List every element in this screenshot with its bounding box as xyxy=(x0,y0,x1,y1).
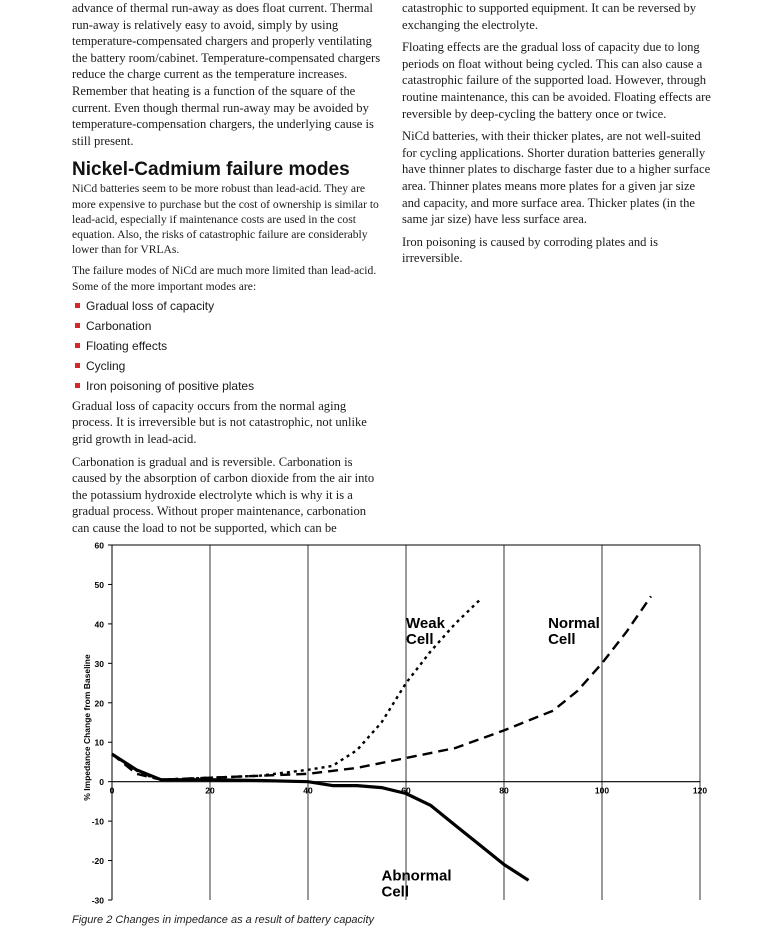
x-tick-label: 40 xyxy=(303,785,313,796)
bullet-icon xyxy=(75,303,80,308)
nicd-paragraph-1: NiCd batteries seem to be more robust than lead-acid. They are more expensive to purchase but the cost of ownership is similar to lead-acid, especially if maintenance costs are used in the cost equation. Also, the risks of catastrophic failure are considerably lower than for VRLAs. xyxy=(72,182,379,257)
iron-poisoning-paragraph: Iron poisoning is caused by corroding plates and is irreversible. xyxy=(402,234,659,266)
series-annotation-label: Normal xyxy=(548,614,600,632)
failure-modes-list xyxy=(72,296,382,396)
continuation-paragraph: catastrophic to supported equipment. It can be reversed by exchanging the electrolyte. xyxy=(402,1,697,32)
y-axis-title: % Impedance Change from Baseline xyxy=(82,654,92,801)
section-heading: Nickel-Cadmium failure modes xyxy=(72,159,350,181)
intro-paragraph: advance of thermal run-away as does float current. Thermal run-away is relatively easy to avoid, simply by using temperature-compensated chargers and properly ventilating the battery room/cabinet. Temperature-compensated chargers reduce the charge current as the temperature increases. Remember that heating is a function of the square of the current. Even though thermal run-away may be avoided by temperature-compensation chargers, the underlying cause is still present. xyxy=(72,1,381,148)
y-tick-label: 60 xyxy=(94,540,104,551)
nicd-paragraph-2: The failure modes of NiCd are much more limited than lead-acid. Some of the more important modes are: xyxy=(72,264,377,293)
bullet-icon xyxy=(75,343,80,348)
impedance-chart xyxy=(0,530,784,910)
x-tick-label: 0 xyxy=(109,785,115,796)
gradual-loss-paragraph: Gradual loss of capacity occurs from the normal aging process. It is irreversible but is not catastrophic, not unlike grid growth in lead-acid. xyxy=(72,398,367,446)
y-tick-label: 0 xyxy=(99,777,104,788)
series-annotation-label: Cell xyxy=(381,883,410,901)
y-tick-label: 30 xyxy=(94,658,104,669)
right-column xyxy=(402,0,714,273)
list-item: Cycling xyxy=(72,356,382,376)
carbonation-paragraph: Carbonation is gradual and is reversible. Carbonation is caused by the absorption of carbon dioxide from the air into the potassium hydroxide electrolyte which is why it is a gradual process. Without proper maintenance, carbonation can cause the load to not be supported, which can be xyxy=(72,454,375,535)
series-annotation-label: Abnormal xyxy=(381,867,452,885)
y-tick-label: -20 xyxy=(91,856,104,867)
list-item: Gradual loss of capacity xyxy=(72,296,382,316)
cycling-paragraph: NiCd batteries, with their thicker plates, are not well-suited for cycling applications. Shorter duration batteries generally have thinner plates to discharge faster due to a higher surface area. Thinner plates means more plates for a given jar size and capacity, and more surface area. Thicker plates (in the same jar size) have less surface area. xyxy=(402,129,711,227)
left-column xyxy=(72,0,382,543)
list-item: Floating effects xyxy=(72,336,382,356)
y-tick-label: 50 xyxy=(94,579,104,590)
series-annotation-label: Cell xyxy=(548,630,576,648)
floating-effects-paragraph: Floating effects are the gradual loss of capacity due to long periods on float without being cycled. This can also cause a catastrophic failure of the supported load. However, through routine maintenance, this can be avoided. Floating effects are reversible by deep-cycling the battery once or twice. xyxy=(402,40,711,121)
y-tick-label: 40 xyxy=(94,619,104,630)
series-annotation-label: Cell xyxy=(406,630,434,648)
series-annotation-label: Weak xyxy=(406,614,445,632)
bullet-icon xyxy=(75,383,80,388)
x-tick-label: 100 xyxy=(594,785,610,796)
x-tick-label: 120 xyxy=(692,785,708,796)
bullet-icon xyxy=(75,323,80,328)
y-tick-label: 10 xyxy=(94,737,104,748)
x-tick-label: 60 xyxy=(401,785,411,796)
figure-caption: Figure 2 Changes in impedance as a result of battery capacity xyxy=(72,914,375,926)
bullet-icon xyxy=(75,363,80,368)
list-item: Iron poisoning of positive plates xyxy=(72,376,382,396)
x-tick-label: 80 xyxy=(499,785,509,796)
x-tick-label: 20 xyxy=(205,785,215,796)
y-tick-label: -30 xyxy=(91,895,104,906)
y-tick-label: -10 xyxy=(91,816,104,827)
list-item: Carbonation xyxy=(72,316,382,336)
y-tick-label: 20 xyxy=(94,698,104,709)
